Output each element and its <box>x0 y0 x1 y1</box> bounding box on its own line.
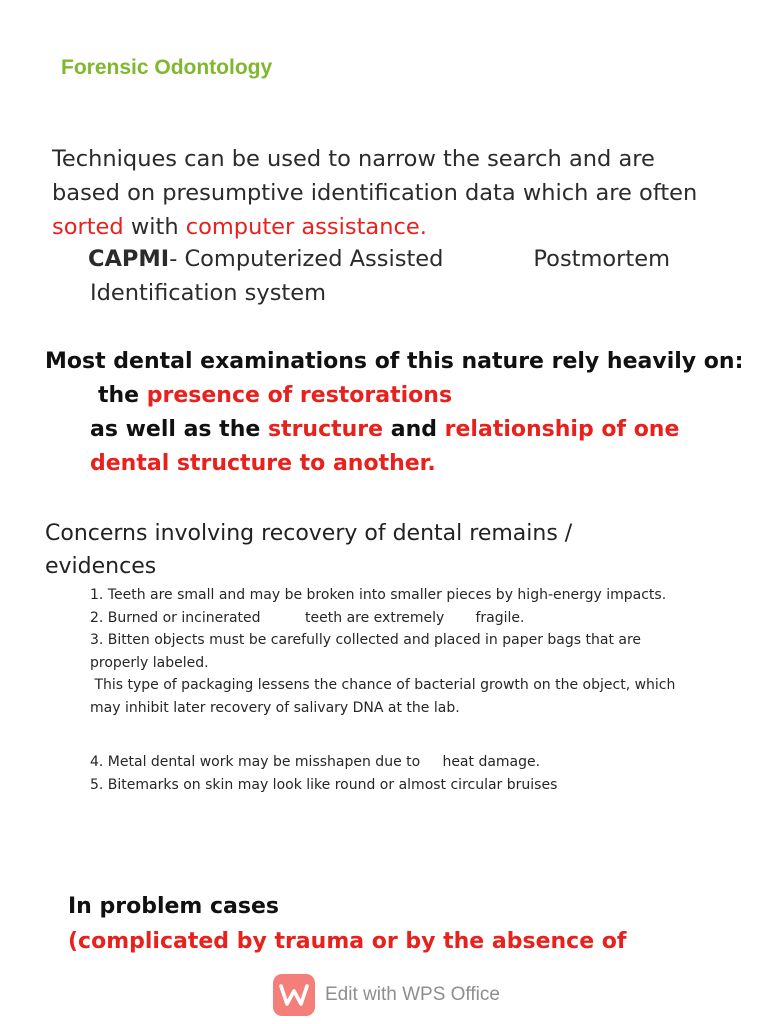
highlight-text: dental structure to another. <box>90 451 436 476</box>
capmi-bullet-item <box>66 242 670 310</box>
list-item-text: properly labeled. <box>90 654 209 671</box>
rely-line <box>45 413 743 447</box>
concerns-line: evidences <box>45 554 157 579</box>
intro-line: Techniques can be used to narrow the search and are <box>52 146 655 172</box>
concerns-list <box>66 584 675 796</box>
list-item <box>66 607 675 630</box>
problem-section <box>68 889 626 959</box>
list-item-text: 1. Teeth are small and may be broken into smaller pieces by high-energy impacts. <box>90 587 667 603</box>
concerns-heading <box>45 517 572 583</box>
intro-line: based on presumptive identification data which are often <box>52 180 698 206</box>
wps-logo-icon <box>273 974 315 1016</box>
rely-section <box>45 345 743 481</box>
highlight-text: relationship of one <box>444 417 680 442</box>
list-item-text: 2. Burned or incinerated teeth are extremely fragile. <box>90 609 525 626</box>
rely-text: and <box>383 417 445 442</box>
capmi-acronym: CAPMI <box>88 246 170 272</box>
list-item-text: may inhibit later recovery of salivary DNA at the lab. <box>90 699 460 716</box>
wps-watermark[interactable] <box>273 974 500 1016</box>
list-item-continuation <box>66 697 675 720</box>
rely-line <box>45 379 743 413</box>
list-item <box>66 674 675 697</box>
highlight-text: computer assistance. <box>185 214 427 240</box>
rely-text: the <box>98 383 147 408</box>
capmi-text: Identification system <box>90 280 327 306</box>
wps-label: Edit with WPS Office <box>325 984 500 1005</box>
list-item <box>66 629 675 652</box>
document-title: Forensic Odontology <box>61 56 273 79</box>
list-item-text: 4. Metal dental work may be misshapen due to heat damage. <box>90 754 541 770</box>
capmi-text: - Computerized Assisted <box>169 246 444 272</box>
intro-paragraph <box>52 142 697 244</box>
section-heading: Most dental examinations of this nature rely heavily on: <box>45 349 744 374</box>
list-item-continuation <box>66 652 675 675</box>
highlight-text: presence of restorations <box>146 383 453 408</box>
rely-text: as well as the <box>90 417 268 442</box>
highlight-text: structure <box>267 417 384 442</box>
intro-line <box>52 210 697 244</box>
list-item-text: 5. Bitemarks on skin may look like round or almost circular bruises <box>90 776 558 793</box>
list-item-text: This type of packaging lessens the chance of bacterial growth on the object, which <box>90 677 676 693</box>
list-item <box>66 751 675 774</box>
highlight-text: sorted <box>52 214 124 240</box>
list-item-text: 3. Bitten objects must be carefully collected and placed in paper bags that are <box>90 632 642 648</box>
section-heading: In problem cases <box>68 894 280 919</box>
list-item <box>66 584 675 607</box>
list-item <box>66 774 675 797</box>
intro-text: with <box>123 214 186 240</box>
concerns-line: Concerns involving recovery of dental remains / <box>45 521 573 546</box>
highlight-text: (complicated by trauma or by the absence of <box>68 929 627 954</box>
capmi-text: Postmortem <box>533 246 670 272</box>
